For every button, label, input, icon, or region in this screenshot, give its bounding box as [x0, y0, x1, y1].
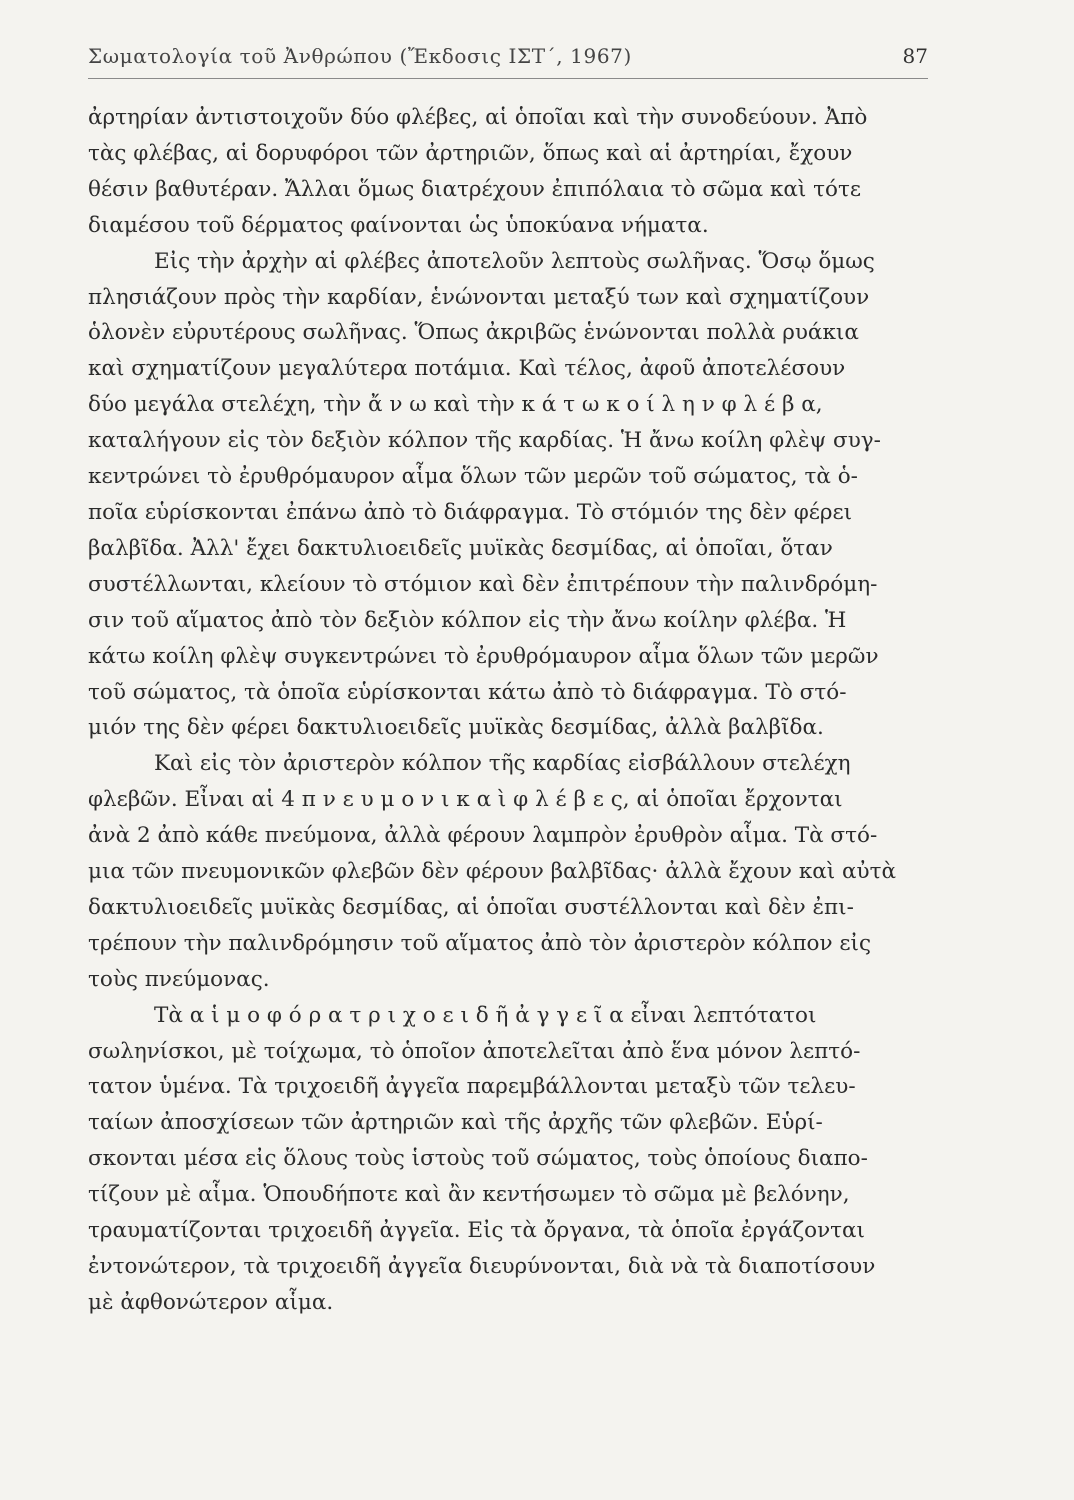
text-line: βαλβῖδα. Ἀλλ' ἔχει δακτυλιοειδεῖς μυϊκὰς δεσμίδας, αἱ ὁποῖαι, ὅταν: [88, 535, 833, 561]
text-line: δακτυλιοειδεῖς μυϊκὰς δεσμίδας, αἱ ὁποῖαι συστέλλονται καὶ δὲν ἐπι-: [88, 894, 854, 920]
paragraph-start-line: Τὰ α ἱ μ ο φ ό ρ α τ ρ ι χ ο ε ι δ ῆ ἀ γ γ ε ῖ α εἶναι λεπτότατοι: [154, 1002, 817, 1028]
page-header: [88, 38, 928, 79]
text-line: καταλήγουν εἰς τὸν δεξιὸν κόλπον τῆς καρδίας. Ἡ ἄνω κοίλη φλὲψ συγ-: [88, 428, 881, 454]
text-line: ἐντονώτερον, τὰ τριχοειδῆ ἀγγεῖα διευρύνονται, διὰ νὰ τὰ διαποτίσουν: [88, 1254, 876, 1279]
text-line: τοὺς πνεύμονας.: [88, 966, 270, 992]
text-line: τοῦ σώματος, τὰ ὁποῖα εὑρίσκονται κάτω ἀπὸ τὸ διάφραγμα. Τὸ στό-: [88, 679, 847, 705]
paragraph-start-line: Εἰς τὴν ἀρχὴν αἱ φλέβες ἀποτελοῦν λεπτοὺς σωλῆνας. Ὅσῳ ὅμως: [154, 248, 875, 274]
text-line: συστέλλωνται, κλείουν τὸ στόμιον καὶ δὲν ἐπιτρέπουν τὴν παλινδρόμη-: [88, 571, 878, 597]
body-text: [88, 100, 933, 1321]
text-line: μιόν της δὲν φέρει δακτυλιοειδεῖς μυϊκὰς δεσμίδας, ἀλλὰ βαλβῖδα.: [88, 715, 824, 741]
text-line: μὲ ἀφθονώτερον αἷμα.: [88, 1289, 334, 1315]
text-line: τὰς φλέβας, αἱ δορυφόροι τῶν ἀρτηριῶν, ὅπως καὶ αἱ ἀρτηρίαι, ἔχουν: [88, 140, 853, 166]
text-line: σκονται μέσα εἰς ὅλους τοὺς ἱστοὺς τοῦ σώματος, τοὺς ὁποίους διαπο-: [88, 1146, 868, 1172]
text-line: δύο μεγάλα στελέχη, τὴν ἄ ν ω καὶ τὴν κ ά τ ω κ ο ί λ η ν φ λ έ β α,: [88, 392, 823, 418]
text-line: διαμέσου τοῦ δέρματος φαίνονται ὡς ὑποκύανα νήματα.: [88, 212, 709, 238]
text-line: τρέπουν τὴν παλινδρόμησιν τοῦ αἵματος ἀπὸ τὸν ἀριστερὸν κόλπον εἰς: [88, 930, 872, 956]
text-line: τατον ὑμένα. Τὰ τριχοειδῆ ἀγγεῖα παρεμβάλλονται μεταξὺ τῶν τελευ-: [88, 1074, 856, 1100]
text-line: πλησιάζουν πρὸς τὴν καρδίαν, ἑνώνονται μεταξύ των καὶ σχηματίζουν: [88, 284, 870, 310]
text-line: κάτω κοίλη φλὲψ συγκεντρώνει τὸ ἐρυθρόμαυρον αἷμα ὅλων τῶν μερῶν: [88, 643, 879, 669]
text-line: ταίων ἀποσχίσεων τῶν ἀρτηριῶν καὶ τῆς ἀρχῆς τῶν φλεβῶν. Εὑρί-: [88, 1110, 823, 1136]
text-line: ὁλονὲν εὐρυτέρους σωλῆνας. Ὅπως ἀκριβῶς ἑνώνονται πολλὰ ρυάκια: [88, 320, 859, 346]
running-title: Σωματολογία τοῦ Ἀνθρώπου (Ἔκδοσις ΙΣΤ΄, 1967): [88, 44, 632, 68]
text-line: μια τῶν πνευμονικῶν φλεβῶν δὲν φέρουν βαλβῖδας· ἀλλὰ ἔχουν καὶ αὐτὰ: [88, 859, 897, 885]
text-line: ἀρτηρίαν ἀντιστοιχοῦν δύο φλέβες, αἱ ὁποῖαι καὶ τὴν συνοδεύουν. Ἀπὸ: [88, 105, 868, 130]
text-line: θέσιν βαθυτέραν. Ἄλλαι ὅμως διατρέχουν ἐπιπόλαια τὸ σῶμα καὶ τότε: [88, 176, 862, 202]
text-line: σωληνίσκοι, μὲ τοίχωμα, τὸ ὁποῖον ἀποτελεῖται ἀπὸ ἕνα μόνον λεπτό-: [88, 1038, 861, 1064]
text-line: ἀνὰ 2 ἀπὸ κάθε πνεύμονα, ἀλλὰ φέρουν λαμπρὸν ἐρυθρὸν αἷμα. Τὰ στό-: [88, 823, 878, 849]
text-line: καὶ σχηματίζουν μεγαλύτερα ποτάμια. Καὶ τέλος, ἀφοῦ ἀποτελέσουν: [88, 356, 846, 382]
text-line: τίζουν μὲ αἷμα. Ὁπουδήποτε καὶ ἂν κεντήσωμεν τὸ σῶμα μὲ βελόνην,: [88, 1182, 850, 1208]
text-line: κεντρώνει τὸ ἐρυθρόμαυρον αἷμα ὅλων τῶν μερῶν τοῦ σώματος, τὰ ὁ-: [88, 464, 858, 490]
page-number: 87: [902, 44, 928, 68]
paragraph-start-line: Καὶ εἰς τὸν ἀριστερὸν κόλπον τῆς καρδίας εἰσβάλλουν στελέχη: [154, 751, 851, 777]
text-line: τραυματίζονται τριχοειδῆ ἀγγεῖα. Εἰς τὰ ὄργανα, τὰ ὁποῖα ἐργάζονται: [88, 1218, 865, 1244]
text-line: φλεβῶν. Εἶναι αἱ 4 π ν ε υ μ ο ν ι κ α ὶ φ λ έ β ε ς, αἱ ὁποῖαι ἔρχονται: [88, 787, 843, 813]
text-line: ποῖα εὑρίσκονται ἐπάνω ἀπὸ τὸ διάφραγμα. Τὸ στόμιόν της δὲν φέρει: [88, 499, 853, 525]
text-line: σιν τοῦ αἵματος ἀπὸ τὸν δεξιὸν κόλπον εἰς τὴν ἄνω κοίλην φλέβα. Ἡ: [88, 607, 847, 633]
